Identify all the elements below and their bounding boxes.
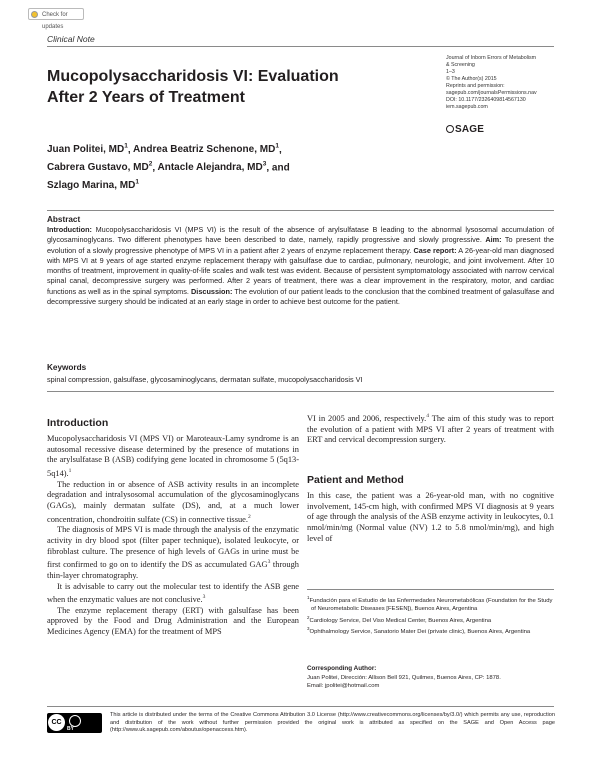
author: Andrea Beatriz Schenone, $MD^1$ bbox=[133, 143, 279, 156]
reprints-label: Reprints and permission: bbox=[446, 83, 505, 89]
affiliation: $^1$Fundación para el Estudio de las Enfermedades Neurometabólicas (Foundation for the Study of Neurometabolic Diseases [FESEN]), Buenos Aires, Argentina bbox=[307, 595, 553, 612]
introduction-continued bbox=[307, 411, 554, 446]
paragraph: The diagnosis of MPS VI is made through the analysis of the enzymatic activity in dry blood spot (filter paper technique), isolated leukocyte, or fibroblast culture. The presence of high levels of GAGs in urine must be first confirmed to go on to identify the DS as accumulated GAG$^3$ through thin-layer chromatography. bbox=[47, 525, 299, 580]
sage-logo-icon bbox=[446, 125, 454, 133]
patient-method-heading: Patient and Method bbox=[307, 474, 404, 486]
article-type-label: Clinical Note bbox=[47, 34, 95, 44]
corresponding-author-heading: Corresponding Author: bbox=[307, 665, 377, 672]
journal-info bbox=[446, 55, 556, 111]
paragraph: The reduction in or absence of ASB activity results in an incomplete degradation and intralysosomal accumulation of the glycosaminoglycans (GAGs), mainly dermatan sulfate (DS), and, at a much lower concentration, chondroitin sulfate (CS) in connective tissue.$^2$ bbox=[47, 479, 299, 524]
sage-logo: SAGE bbox=[446, 124, 484, 135]
abstract-heading: Abstract bbox=[47, 215, 81, 224]
abstract-divider bbox=[47, 210, 554, 211]
author: Szlago Marina, $MD^1$ bbox=[47, 178, 139, 191]
license-text: This article is distributed under the terms of the Creative Commons Attribution 3.0 License (http://www.creativecommons.org/licenses/by/3.0/) which permits any use, reproduction and distribution of the work without further permission provided the original work is attributed as specified on the SAGE and Open Access page (http://www.uk.sagepub.com/aboutus/openaccess.htm). bbox=[110, 712, 555, 734]
paragraph: Mucopolysaccharidosis VI (MPS VI) or Maroteaux-Lamy syndrome is an autosomal recessive disease determined by the presence of mutations in the arylsulfatase B (ASB) codifying gene located in chromosome 5 (5q13-5q14).$^1$ bbox=[47, 434, 299, 478]
paragraph: VI in 2005 and 2006, respectively.$^4$ The aim of this study was to report the evolution of a patient with MPS VI after 2 years of treatment with ERT and cervical decompression surgery. bbox=[307, 413, 554, 445]
permissions-link[interactable]: sagepub.com/journalsPermissions.nav bbox=[446, 90, 537, 96]
keywords-heading: Keywords bbox=[47, 363, 87, 372]
article-title: Mucopolysaccharidosis VI: Evaluation After 2 Years of Treatment bbox=[47, 68, 339, 106]
paragraph: It is advisable to carry out the molecular test to identify the ASB gene when the enzymatic values are not conclusive.$^3$ bbox=[47, 581, 299, 605]
doi[interactable]: DOI: 10.1177/2326409814567130 bbox=[446, 97, 526, 103]
update-icon bbox=[31, 11, 38, 18]
creative-commons-logo bbox=[47, 713, 102, 733]
author: Juan Politei, $MD^1$ bbox=[47, 143, 128, 156]
paragraph: In this case, the patient was a 26-year-old man, with no cognitive involvement, 145-cm high, with confirmed MPS VI diagnosis at 9 years of age through the analysis of the ASB enzyme activity in leukocytes, 0.1 nmol/min/mg (Normal value (NV) 1.2 to 5.8 nmol/min/mg), and high level of bbox=[307, 491, 554, 543]
check-updates-badge[interactable] bbox=[28, 8, 84, 30]
journal-name-cont: & Screening bbox=[446, 62, 475, 68]
affiliations bbox=[307, 594, 554, 637]
check-updates-label: Check for updates bbox=[42, 12, 68, 30]
author-address: Juan Politei, Dirección: Allison Bell 921, Quilmes, Buenos Aires, CP: 1878. bbox=[307, 675, 501, 681]
introduction-body bbox=[47, 434, 299, 638]
cc-icon: CC bbox=[48, 714, 65, 731]
cc-by-label: BY bbox=[67, 726, 74, 732]
top-divider bbox=[47, 46, 554, 47]
patient-method-body bbox=[307, 491, 554, 545]
corresponding-author bbox=[307, 675, 554, 691]
paragraph: The enzyme replacement therapy (ERT) with galsulfase has been approved by the Food and Drug Administration and the European Medicines Agency (EMA) for the treatment of MPS bbox=[47, 605, 299, 637]
affiliation: $^2$Cardiology Service, Del Viso Medical Center, Buenos Aires, Argentina bbox=[307, 614, 492, 624]
author-email[interactable]: Email: jpolitei@hotmail.com bbox=[307, 682, 380, 689]
footnote-divider bbox=[307, 589, 554, 590]
author-list: Juan Politei, $MD^1$, Andrea Beatriz Schenone, $MD^1$, Cabrera Gustavo, $MD^2$, Antacle Alejandra, $MD^3$, and Szlago Marina, $MD^1$ bbox=[47, 143, 290, 191]
journal-site-link[interactable]: iem.sagepub.com bbox=[446, 104, 488, 110]
affiliation: $^3$Ophthalmology Service, Sanatorio Mater Dei (private clinic), Buenos Aires, Argentina bbox=[307, 626, 531, 636]
copyright: © The Author(s) 2015 bbox=[446, 76, 497, 82]
abstract-text: Introduction: Mucopolysaccharidosis VI (MPS VI) is the result of the absence of arylsulfatase B leading to the abnormal lysosomal accumulation of glycosaminoglycans. Two different phenotypes have been described to date, namely, rapidly progressive and slowly progressive. Aim: To present the evolution of a slowly progressive phenotype of MPS VI in a patient after 2 years of enzyme replacement therapy. Case report: A 26-year-old man diagnosed with MPS VI at 9 years of age started enzyme replacement therapy with galsulfase due to cardiac, pulmonary, neurologic, and joint involvement. After 10 months of treatment, improvement in quality-of-life scales and walk test was evident. Because of persistent symptomatology associated with narrow cervical spinal canal, decompressive surgery was performed. After 2 years of treatment, there was a clear improvement in the respiratory, motor, and cardiac functions as well as in the spinal symptoms. Discussion: The evolution of our patient leads to the conclusion that the combined treatment of galasulfase and decompressive surgery should be indicated at an early stage in order to achieve best outcome for the patient. bbox=[47, 225, 555, 307]
author: Cabrera Gustavo, $MD^2$ bbox=[47, 160, 153, 174]
author: Antacle Alejandra, $MD^3$ bbox=[157, 160, 267, 174]
page-range: 1–3 bbox=[446, 69, 455, 75]
keywords-divider bbox=[47, 391, 554, 392]
license-divider bbox=[47, 706, 554, 707]
journal-name: Journal of Inborn Errors of Metabolism bbox=[446, 55, 537, 61]
introduction-heading: Introduction bbox=[47, 417, 109, 429]
keywords-text: spinal compression, galsulfase, glycosaminoglycans, dermatan sulfate, mucopolysaccharidosis VI bbox=[47, 375, 363, 384]
